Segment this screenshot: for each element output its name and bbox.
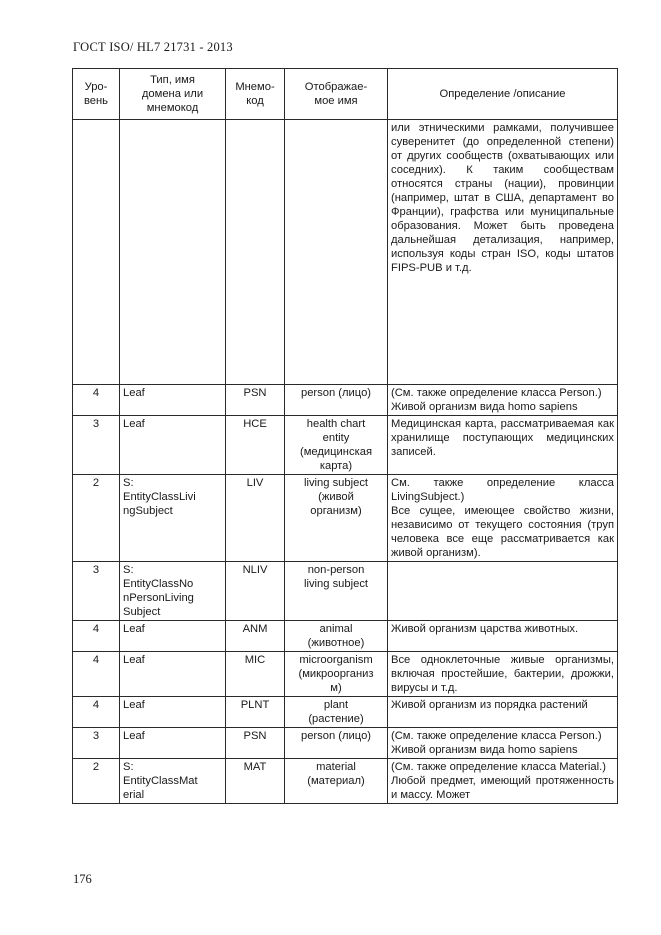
definition-paragraph: Живой организм царства животных.: [391, 623, 579, 635]
col-header-type: Тип, имя домена или мнемокод: [120, 69, 226, 120]
table-row: [73, 759, 618, 804]
col-header-definition: Определение /описание: [388, 69, 618, 120]
table-row: [73, 652, 618, 697]
table-body: [73, 120, 618, 804]
document-header: ГОСТ ISO/ HL7 21731 - 2013: [73, 40, 233, 54]
cell-display-name: person (лицо): [285, 385, 388, 416]
cell-display-name: material (материал): [285, 759, 388, 804]
cell-type: Leaf: [120, 385, 226, 416]
cell-display-name: animal (животное): [285, 621, 388, 652]
cell-type: Leaf: [120, 652, 226, 697]
cell-level: [73, 120, 120, 385]
cell-display-name: health chart entity (медицинская карта): [285, 416, 388, 475]
definition-paragraph: Медицинская карта, рассматриваемая как хранилище поступающих медицинских записей.: [391, 418, 614, 458]
col-header-level: Уро- вень: [73, 69, 120, 120]
cell-display-name: living subject (живой организм): [285, 475, 388, 562]
cell-mnemonic: MAT: [226, 759, 285, 804]
cell-type: [120, 120, 226, 385]
cell-level: 4: [73, 697, 120, 728]
col-header-mnemonic: Мнемо- код: [226, 69, 285, 120]
cell-level: 3: [73, 562, 120, 621]
code-table: [72, 68, 618, 804]
cell-mnemonic: NLIV: [226, 562, 285, 621]
cell-definition: [388, 652, 618, 697]
cell-level: 4: [73, 385, 120, 416]
cell-definition: [388, 475, 618, 562]
table-row: [73, 621, 618, 652]
cell-mnemonic: [226, 120, 285, 385]
cell-display-name: [285, 120, 388, 385]
cell-display-name: person (лицо): [285, 728, 388, 759]
cell-definition: [388, 728, 618, 759]
cell-mnemonic: PSN: [226, 385, 285, 416]
cell-level: 3: [73, 416, 120, 475]
cell-mnemonic: LIV: [226, 475, 285, 562]
cell-type: Leaf: [120, 416, 226, 475]
cell-level: 2: [73, 759, 120, 804]
cell-definition: [388, 385, 618, 416]
table-row: [73, 416, 618, 475]
table-row: [73, 697, 618, 728]
cell-definition: [388, 562, 618, 621]
cell-level: 4: [73, 652, 120, 697]
cell-definition: [388, 120, 618, 385]
cell-mnemonic: PLNT: [226, 697, 285, 728]
definition-paragraph: Живой организм вида homo sapiens: [391, 744, 578, 756]
definition-paragraph: См. также определение класса LivingSubject.): [391, 477, 614, 503]
table-row: [73, 385, 618, 416]
definition-paragraph: Живой организм вида homo sapiens: [391, 401, 578, 413]
definition-paragraph: (См. также определение класса Material.): [391, 761, 606, 773]
cell-type: S: EntityClassMat erial: [120, 759, 226, 804]
cell-level: 2: [73, 475, 120, 562]
cell-display-name: non-person living subject: [285, 562, 388, 621]
definition-paragraph: (См. также определение класса Person.): [391, 387, 602, 399]
cell-type: S: EntityClassLivi ngSubject: [120, 475, 226, 562]
definition-paragraph: Живой организм из порядка растений: [391, 699, 588, 711]
cell-display-name: plant (растение): [285, 697, 388, 728]
cell-type: S: EntityClassNo nPersonLiving Subject: [120, 562, 226, 621]
cell-definition: [388, 697, 618, 728]
cell-mnemonic: ANM: [226, 621, 285, 652]
cell-definition: [388, 759, 618, 804]
table-row: [73, 562, 618, 621]
table-header-row: [73, 69, 618, 120]
definition-paragraph: Все сущее, имеющее свойство жизни, независимо от текущего состояния (труп человека все еще рассматривается как живой организм).: [391, 505, 614, 559]
table-row: [73, 728, 618, 759]
table-row: [73, 475, 618, 562]
cell-level: 3: [73, 728, 120, 759]
cell-mnemonic: MIC: [226, 652, 285, 697]
table-row: [73, 120, 618, 385]
page-number: 176: [73, 872, 92, 886]
definition-paragraph: Любой предмет, имеющий протяженность и массу. Может: [391, 775, 614, 801]
cell-level: 4: [73, 621, 120, 652]
cell-mnemonic: HCE: [226, 416, 285, 475]
cell-definition: [388, 416, 618, 475]
definition-paragraph: или этническими рамками, получившее суверенитет (до определенной степени) от других сообществ (охватывающих или соседних). К таким сообществам относятся страны (нации), провинции (например, штат в США, департамент во Франции), графства или муниципальные образования. Может быть проведена дальнейшая детализация, например, используя коды стран ISO, коды штатов FIPS-PUB и т.д.: [391, 122, 614, 274]
cell-mnemonic: PSN: [226, 728, 285, 759]
cell-type: Leaf: [120, 728, 226, 759]
cell-definition: [388, 621, 618, 652]
cell-type: Leaf: [120, 697, 226, 728]
definition-paragraph: (См. также определение класса Person.): [391, 730, 602, 742]
cell-type: Leaf: [120, 621, 226, 652]
col-header-display-name: Отображае- мое имя: [285, 69, 388, 120]
definition-paragraph: Все одноклеточные живые организмы, включая простейшие, бактерии, дрожжи, вирусы и т.д.: [391, 654, 614, 694]
cell-display-name: microorganism (микроорганиз м): [285, 652, 388, 697]
